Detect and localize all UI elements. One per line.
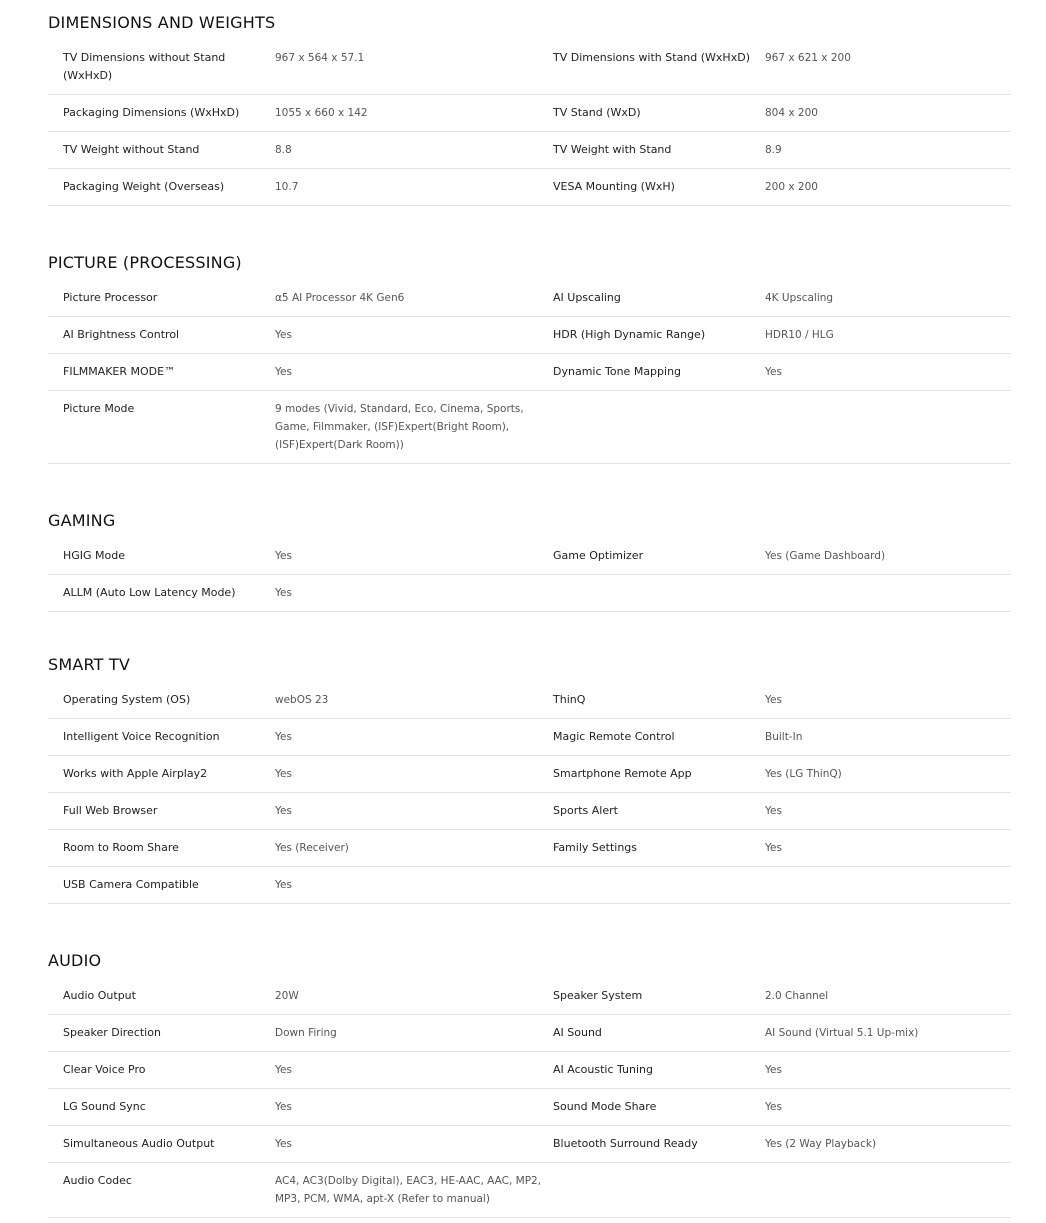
spec-value: [765, 584, 1011, 602]
section-title: AUDIO: [48, 951, 102, 970]
spec-value: Yes: [765, 694, 782, 706]
spec-table: [48, 682, 1011, 904]
spec-label: Works with Apple Airplay2: [63, 767, 208, 780]
spec-label: [553, 1172, 765, 1208]
spec-label: Room to Room Share: [63, 841, 179, 854]
spec-label: Picture Mode: [63, 402, 135, 415]
spec-value: 9 modes (Vivid, Standard, Eco, Cinema, Sports, Game, Filmmaker, (ISF)Expert(Bright Room), (ISF)Expert(Dark Room)): [275, 403, 524, 451]
spec-label: FILMMAKER MODE™: [63, 365, 176, 378]
spec-label: AI Acoustic Tuning: [553, 1063, 653, 1076]
spec-label: Speaker Direction: [63, 1026, 161, 1039]
spec-value: 2.0 Channel: [765, 990, 829, 1002]
spec-row: [48, 682, 1011, 719]
spec-label: TV Dimensions with Stand (WxHxD): [553, 51, 750, 64]
spec-value: Yes: [765, 1101, 782, 1113]
spec-value: [765, 400, 1011, 454]
spec-value: Yes: [275, 768, 292, 780]
spec-value: 804 x 200: [765, 107, 818, 119]
spec-row: [48, 169, 1011, 206]
spec-value: Yes (2 Way Playback): [765, 1138, 877, 1150]
spec-label: Sound Mode Share: [553, 1100, 657, 1113]
spec-label: Game Optimizer: [553, 549, 644, 562]
spec-label: ThinQ: [553, 693, 586, 706]
spec-value: Yes: [275, 805, 292, 817]
spec-value: α5 AI Processor 4K Gen6: [275, 292, 405, 304]
spec-value: Yes: [275, 1064, 292, 1076]
spec-value: HDR10 / HLG: [765, 329, 834, 341]
spec-label: USB Camera Compatible: [63, 878, 199, 891]
spec-row: [48, 1126, 1011, 1163]
spec-label: Speaker System: [553, 989, 643, 1002]
spec-row: [48, 95, 1011, 132]
spec-value: Down Firing: [275, 1027, 337, 1039]
spec-value: Yes: [765, 366, 782, 378]
spec-label: Audio Output: [63, 989, 136, 1002]
spec-label: Smartphone Remote App: [553, 767, 692, 780]
spec-label: Picture Processor: [63, 291, 158, 304]
spec-value: AC4, AC3(Dolby Digital), EAC3, HE-AAC, AAC, MP2, MP3, PCM, WMA, apt-X (Refer to manual): [275, 1175, 542, 1205]
spec-value: 1055 x 660 x 142: [275, 107, 368, 119]
spec-label: Sports Alert: [553, 804, 618, 817]
spec-value: Yes: [275, 587, 292, 599]
spec-value: 10.7: [275, 181, 299, 193]
spec-row: [48, 1089, 1011, 1126]
spec-row: [48, 132, 1011, 169]
spec-value: [765, 1172, 1011, 1208]
spec-value: Yes (LG ThinQ): [765, 768, 842, 780]
spec-section: [48, 498, 1011, 612]
spec-label: [553, 584, 765, 602]
spec-label: [553, 400, 765, 454]
spec-value: Yes (Receiver): [275, 842, 349, 854]
spec-label: AI Brightness Control: [63, 328, 180, 341]
spec-label: LG Sound Sync: [63, 1100, 146, 1113]
spec-value: 8.9: [765, 144, 782, 156]
spec-value: Yes: [765, 1064, 782, 1076]
spec-label: TV Dimensions without Stand (WxHxD): [63, 51, 226, 82]
spec-row: [48, 575, 1011, 612]
spec-label: TV Weight with Stand: [553, 143, 672, 156]
spec-row: [48, 1163, 1011, 1218]
section-title: SMART TV: [48, 655, 131, 674]
spec-label: [553, 876, 765, 894]
spec-label: Family Settings: [553, 841, 638, 854]
spec-label: Operating System (OS): [63, 693, 191, 706]
spec-label: Magic Remote Control: [553, 730, 675, 743]
spec-row: [48, 1052, 1011, 1089]
spec-row: [48, 756, 1011, 793]
spec-value: Yes: [275, 731, 292, 743]
spec-row: [48, 830, 1011, 867]
spec-section: [48, 642, 1011, 904]
spec-value: Yes: [275, 1138, 292, 1150]
spec-value: 20W: [275, 990, 299, 1002]
spec-table: [48, 40, 1011, 206]
spec-row: [48, 354, 1011, 391]
spec-row: [48, 280, 1011, 317]
spec-label: TV Stand (WxD): [553, 106, 641, 119]
spec-value: 967 x 564 x 57.1: [275, 52, 365, 64]
spec-section: [48, 0, 1011, 206]
spec-label: ALLM (Auto Low Latency Mode): [63, 586, 236, 599]
section-title: PICTURE (PROCESSING): [48, 253, 242, 272]
spec-label: Dynamic Tone Mapping: [553, 365, 682, 378]
spec-value: Yes: [765, 842, 782, 854]
spec-row: [48, 978, 1011, 1015]
spec-value: 8.8: [275, 144, 292, 156]
spec-label: VESA Mounting (WxH): [553, 180, 675, 193]
spec-value: 967 x 621 x 200: [765, 52, 851, 64]
spec-row: [48, 40, 1011, 95]
spec-value: Built-In: [765, 731, 803, 743]
spec-value: webOS 23: [275, 694, 329, 706]
section-title: DIMENSIONS AND WEIGHTS: [48, 13, 276, 32]
spec-row: [48, 317, 1011, 354]
spec-label: HGIG Mode: [63, 549, 126, 562]
spec-value: Yes: [275, 329, 292, 341]
spec-row: [48, 391, 1011, 464]
spec-row: [48, 538, 1011, 575]
spec-value: Yes (Game Dashboard): [765, 550, 886, 562]
spec-label: Simultaneous Audio Output: [63, 1137, 215, 1150]
spec-row: [48, 719, 1011, 756]
spec-table: [48, 538, 1011, 612]
spec-section: [48, 240, 1011, 464]
spec-value: AI Sound (Virtual 5.1 Up-mix): [765, 1027, 919, 1039]
spec-row: [48, 867, 1011, 904]
spec-label: Intelligent Voice Recognition: [63, 730, 220, 743]
spec-label: Clear Voice Pro: [63, 1063, 146, 1076]
spec-label: AI Upscaling: [553, 291, 621, 304]
spec-value: Yes: [765, 805, 782, 817]
spec-value: Yes: [275, 879, 292, 891]
spec-value: [765, 876, 1011, 894]
spec-table: [48, 978, 1011, 1218]
section-title: GAMING: [48, 511, 116, 530]
spec-label: Bluetooth Surround Ready: [553, 1137, 698, 1150]
spec-row: [48, 1015, 1011, 1052]
spec-value: Yes: [275, 366, 292, 378]
spec-value: Yes: [275, 550, 292, 562]
spec-row: [48, 793, 1011, 830]
spec-table: [48, 280, 1011, 464]
spec-label: Packaging Dimensions (WxHxD): [63, 106, 240, 119]
spec-value: Yes: [275, 1101, 292, 1113]
spec-value: 200 x 200: [765, 181, 818, 193]
spec-label: Full Web Browser: [63, 804, 158, 817]
spec-label: HDR (High Dynamic Range): [553, 328, 706, 341]
spec-label: TV Weight without Stand: [63, 143, 200, 156]
spec-label: Audio Codec: [63, 1174, 132, 1187]
spec-value: 4K Upscaling: [765, 292, 834, 304]
spec-label: Packaging Weight (Overseas): [63, 180, 225, 193]
spec-label: AI Sound: [553, 1026, 602, 1039]
spec-section: [48, 938, 1011, 1218]
